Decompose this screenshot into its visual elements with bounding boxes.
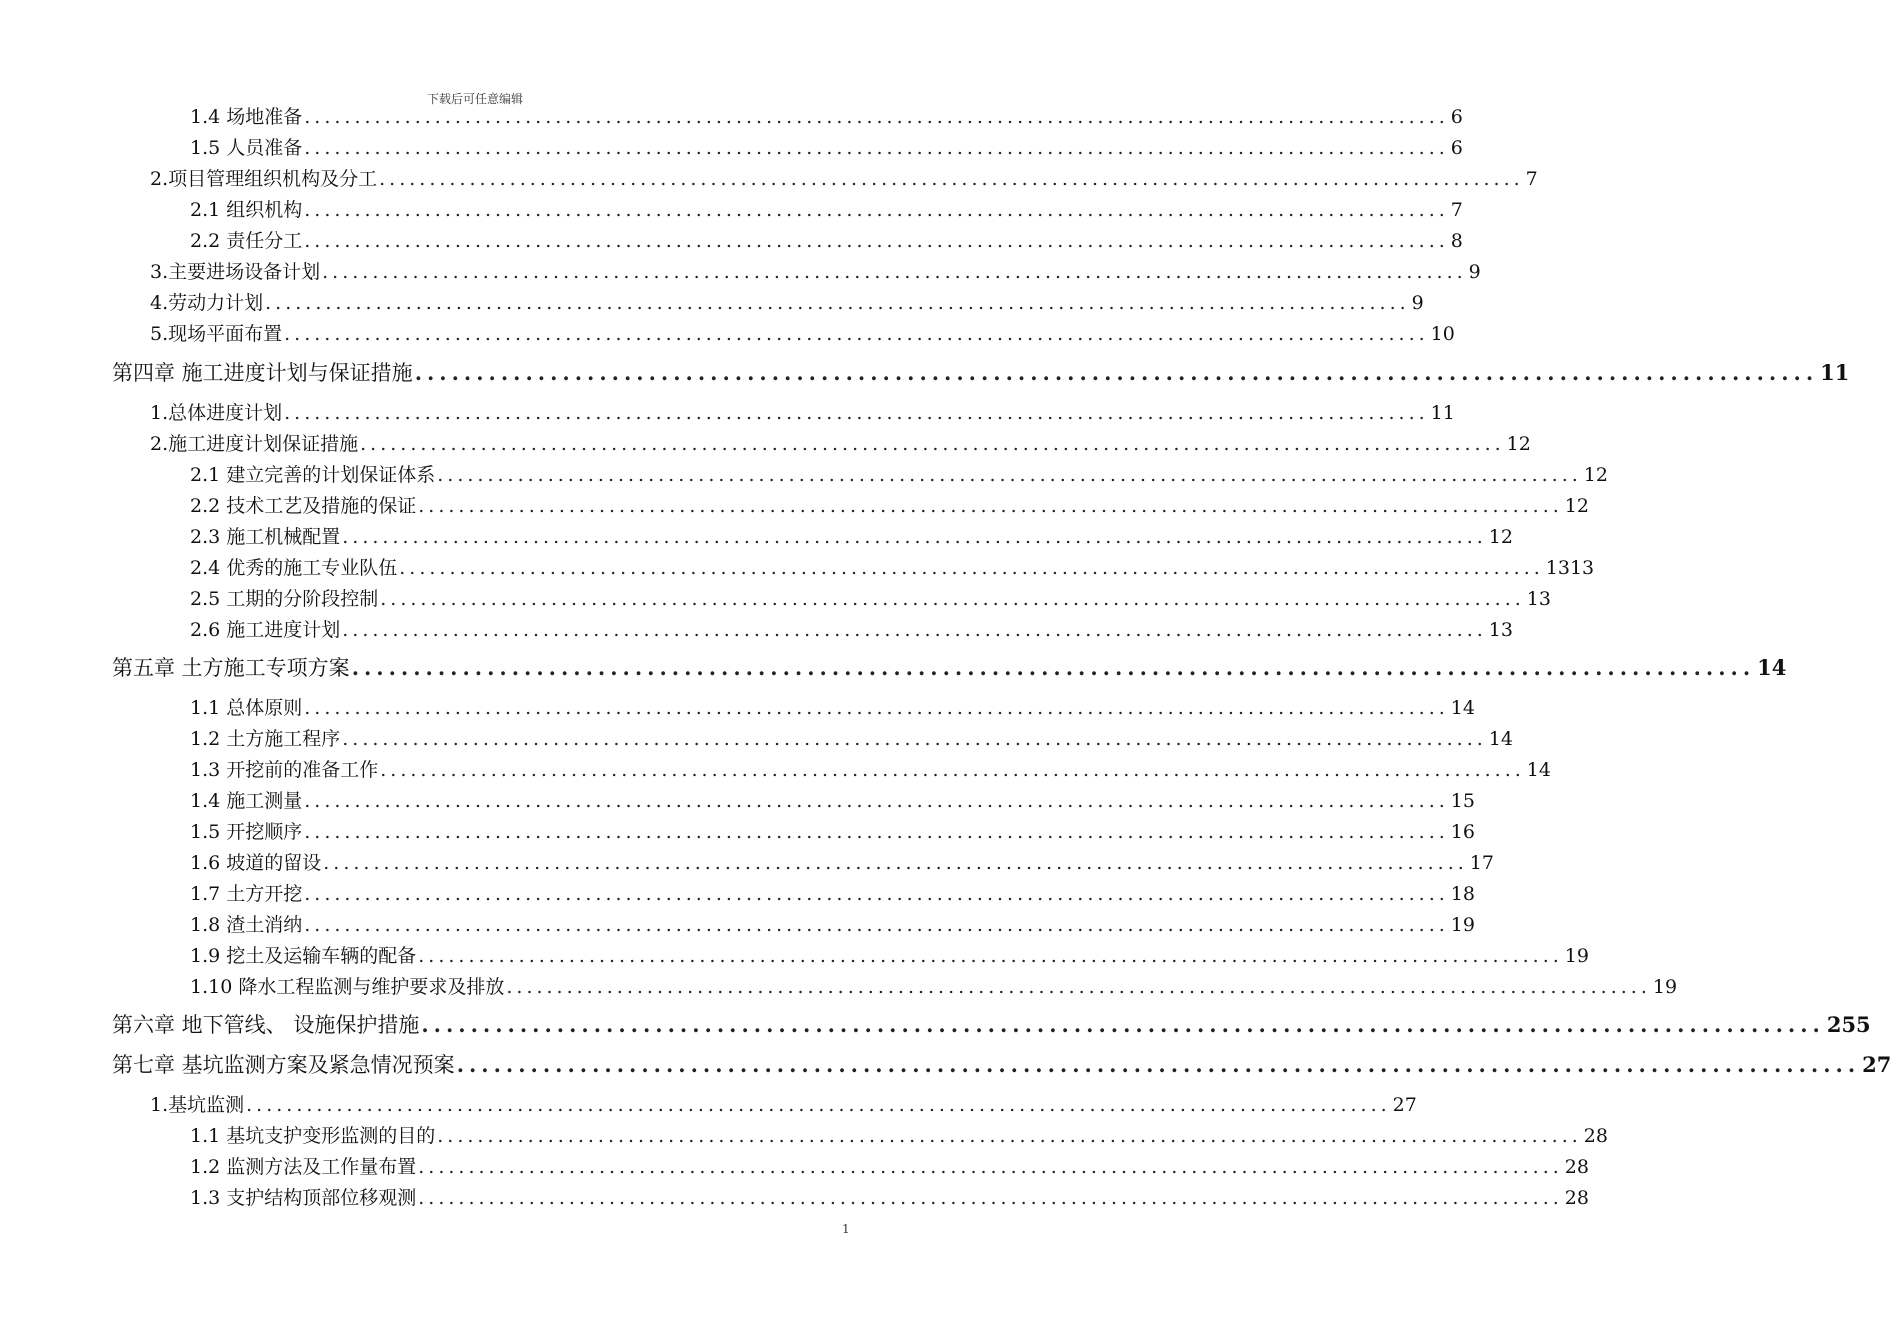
- toc-entry-page: 17: [1469, 852, 1494, 874]
- toc-entry-title: 1.3 支护结构顶部位移观测: [190, 1187, 417, 1209]
- toc-entry[interactable]: [190, 1121, 1608, 1151]
- toc-entry-page: 6: [1450, 106, 1463, 128]
- toc-entry-page: 18: [1450, 883, 1475, 905]
- toc-entry[interactable]: [190, 460, 1608, 490]
- toc-entry[interactable]: [190, 910, 1475, 940]
- dot-leader: ..................................................................................................................: [418, 1156, 1563, 1178]
- toc-entry[interactable]: [190, 972, 1678, 1002]
- toc-entry-title: 2.2 责任分工: [190, 230, 303, 252]
- toc-entry[interactable]: [190, 133, 1463, 163]
- toc-entry-page: 14: [1450, 697, 1475, 719]
- toc-entry-title: 1.9 挖土及运输车辆的配备: [190, 945, 417, 967]
- toc-entry-title: 1.总体进度计划: [150, 402, 283, 424]
- toc-entry[interactable]: [150, 429, 1531, 459]
- toc-entry-title: 2.4 优秀的施工专业队伍: [190, 557, 398, 579]
- toc-entry-page: 1313: [1545, 557, 1595, 579]
- dot-leader: ..................................................................................................................: [284, 323, 1429, 345]
- toc-entry-page: 9: [1468, 261, 1481, 283]
- toc-entry-title: 第四章 施工进度计划与保证措施: [112, 361, 413, 385]
- toc-entry-title: 第六章 地下管线、 设施保护措施: [112, 1013, 420, 1037]
- dot-leader: ..................................................................................................................: [304, 821, 1449, 843]
- toc-entry-page: 12: [1583, 464, 1608, 486]
- toc-entry[interactable]: [190, 102, 1463, 132]
- toc-entry-title: 1.5 人员准备: [190, 137, 303, 159]
- toc-entry-title: 1.1 总体原则: [190, 697, 303, 719]
- toc-entry-page: 7: [1450, 199, 1463, 221]
- toc-entry-page: 14: [1526, 759, 1551, 781]
- toc-entry-page: 27: [1392, 1094, 1417, 1116]
- dot-leader: ..................................................................................................................: [421, 1012, 1825, 1037]
- dot-leader: ..................................................................................................................: [399, 557, 1544, 579]
- toc-entry[interactable]: [190, 848, 1494, 878]
- toc-entry-title: 1.5 开挖顺序: [190, 821, 303, 843]
- toc-entry-title: 2.6 施工进度计划: [190, 619, 341, 641]
- toc-entry-title: 第五章 土方施工专项方案: [112, 656, 350, 680]
- toc-entry[interactable]: [190, 786, 1475, 816]
- toc-entry-page: 14: [1488, 728, 1513, 750]
- toc-entry[interactable]: [190, 584, 1551, 614]
- toc-entry[interactable]: [190, 491, 1589, 521]
- dot-leader: ..................................................................................................................: [304, 883, 1449, 905]
- dot-leader: ..................................................................................................................: [304, 230, 1449, 252]
- toc-entry-title: 2.2 技术工艺及措施的保证: [190, 495, 417, 517]
- toc-entry-title: 1.10 降水工程监测与维护要求及排放: [190, 976, 505, 998]
- toc-entry-title: 2.项目管理组织机构及分工: [150, 168, 378, 190]
- dot-leader: ..................................................................................................................: [379, 168, 1524, 190]
- dot-leader: ..................................................................................................................: [304, 697, 1449, 719]
- dot-leader: ..................................................................................................................: [342, 526, 1487, 548]
- toc-entry-page: 12: [1564, 495, 1589, 517]
- toc-entry-title: 2.3 施工机械配置: [190, 526, 341, 548]
- toc-entry[interactable]: [190, 1183, 1589, 1213]
- dot-leader: ..................................................................................................................: [437, 1125, 1582, 1147]
- toc-entry[interactable]: [190, 693, 1475, 723]
- toc-entry-page: 15: [1450, 790, 1475, 812]
- dot-leader: ..................................................................................................................: [418, 1187, 1563, 1209]
- dot-leader: ..................................................................................................................: [418, 945, 1563, 967]
- toc-entry-page: 9: [1411, 292, 1424, 314]
- dot-leader: ..................................................................................................................: [304, 790, 1449, 812]
- dot-leader: ..................................................................................................................: [437, 464, 1582, 486]
- toc-entry-title: 2.5 工期的分阶段控制: [190, 588, 379, 610]
- toc-entry-page: 28: [1564, 1187, 1589, 1209]
- toc-entry-page: 13: [1488, 619, 1513, 641]
- dot-leader: ..................................................................................................................: [323, 852, 1468, 874]
- toc-entry-page: 11: [1820, 360, 1850, 385]
- toc-chapter-entry[interactable]: [112, 651, 1787, 685]
- toc-entry-title: 2.1 建立完善的计划保证体系: [190, 464, 436, 486]
- toc-entry-title: 5.现场平面布置: [150, 323, 283, 345]
- toc-chapter-entry[interactable]: [112, 1048, 1891, 1082]
- toc-entry-title: 1.3 开挖前的准备工作: [190, 759, 379, 781]
- toc-entry[interactable]: [190, 522, 1513, 552]
- dot-leader: ..................................................................................................................: [456, 1052, 1861, 1077]
- toc-entry[interactable]: [190, 879, 1475, 909]
- toc-entry-title: 2.1 组织机构: [190, 199, 303, 221]
- toc-entry[interactable]: [190, 226, 1463, 256]
- toc-entry-page: 6: [1450, 137, 1463, 159]
- toc-entry-page: 28: [1564, 1156, 1589, 1178]
- toc-entry-page: 11: [1430, 402, 1455, 424]
- toc-chapter-entry[interactable]: [112, 1008, 1871, 1042]
- toc-entry-title: 1.4 场地准备: [190, 106, 303, 128]
- toc-entry[interactable]: [150, 1090, 1417, 1120]
- toc-entry-page: 255: [1826, 1012, 1871, 1037]
- dot-leader: ..................................................................................................................: [360, 433, 1505, 455]
- page-number: 1: [842, 1222, 850, 1236]
- dot-leader: ..................................................................................................................: [246, 1094, 1391, 1116]
- toc-entry[interactable]: [190, 817, 1475, 847]
- dot-leader: ..................................................................................................................: [414, 360, 1819, 385]
- dot-leader: ..................................................................................................................: [380, 759, 1525, 781]
- toc-entry-title: 1.6 坡道的留设: [190, 852, 322, 874]
- toc-entry-title: 第七章 基坑监测方案及紧急情况预案: [112, 1053, 455, 1077]
- toc-entry[interactable]: [150, 164, 1538, 194]
- dot-leader: ..................................................................................................................: [304, 137, 1449, 159]
- header-note: 下载后可任意编辑: [426, 92, 523, 106]
- toc-entry[interactable]: [190, 941, 1589, 971]
- toc-entry-page: 7: [1525, 168, 1538, 190]
- dot-leader: ..................................................................................................................: [304, 106, 1449, 128]
- toc-entry-title: 1.1 基坑支护变形监测的目的: [190, 1125, 436, 1147]
- toc-entry-title: 4.劳动力计划: [150, 292, 264, 314]
- toc-entry[interactable]: [190, 755, 1551, 785]
- toc-entry-title: 2.施工进度计划保证措施: [150, 433, 359, 455]
- toc-entry-page: 14: [1757, 655, 1787, 680]
- toc-entry[interactable]: [190, 615, 1513, 645]
- toc-entry[interactable]: [190, 553, 1595, 583]
- toc-entry-title: 1.8 渣土消纳: [190, 914, 303, 936]
- dot-leader: ..................................................................................................................: [284, 402, 1429, 424]
- toc-entry[interactable]: [190, 1152, 1589, 1182]
- dot-leader: ..................................................................................................................: [342, 728, 1487, 750]
- toc-entry-title: 1.2 监测方法及工作量布置: [190, 1156, 417, 1178]
- toc-entry-page: 16: [1450, 821, 1475, 843]
- toc-chapter-entry[interactable]: [112, 356, 1850, 390]
- toc-entry-page: 12: [1488, 526, 1513, 548]
- toc-entry[interactable]: [150, 398, 1455, 428]
- toc-entry[interactable]: [190, 195, 1463, 225]
- toc-entry-page: 8: [1450, 230, 1463, 252]
- toc-entry-page: 28: [1583, 1125, 1608, 1147]
- toc-entry-title: 1.基坑监测: [150, 1094, 245, 1116]
- toc-entry-page: 12: [1506, 433, 1531, 455]
- toc-entry-page: 19: [1450, 914, 1475, 936]
- toc-entry-page: 13: [1526, 588, 1551, 610]
- toc-entry-page: 19: [1564, 945, 1589, 967]
- dot-leader: ..................................................................................................................: [304, 914, 1449, 936]
- toc-entry[interactable]: [150, 319, 1455, 349]
- toc-entry-page: 27: [1862, 1052, 1891, 1077]
- toc-entry-title: 1.4 施工测量: [190, 790, 303, 812]
- dot-leader: ..................................................................................................................: [304, 199, 1449, 221]
- dot-leader: ..................................................................................................................: [351, 655, 1756, 680]
- dot-leader: ..................................................................................................................: [342, 619, 1487, 641]
- dot-leader: ..................................................................................................................: [506, 976, 1651, 998]
- toc-entry-title: 3.主要进场设备计划: [150, 261, 321, 283]
- dot-leader: ..................................................................................................................: [322, 261, 1467, 283]
- toc-entry-page: 19: [1652, 976, 1678, 998]
- toc-entry[interactable]: [150, 288, 1424, 318]
- toc-entry-page: 10: [1430, 323, 1455, 345]
- dot-leader: ..................................................................................................................: [418, 495, 1563, 517]
- toc-entry[interactable]: [190, 724, 1513, 754]
- toc-entry-title: 1.7 土方开挖: [190, 883, 303, 905]
- dot-leader: ..................................................................................................................: [265, 292, 1410, 314]
- dot-leader: ..................................................................................................................: [380, 588, 1525, 610]
- toc-entry[interactable]: [150, 257, 1481, 287]
- toc-entry-title: 1.2 土方施工程序: [190, 728, 341, 750]
